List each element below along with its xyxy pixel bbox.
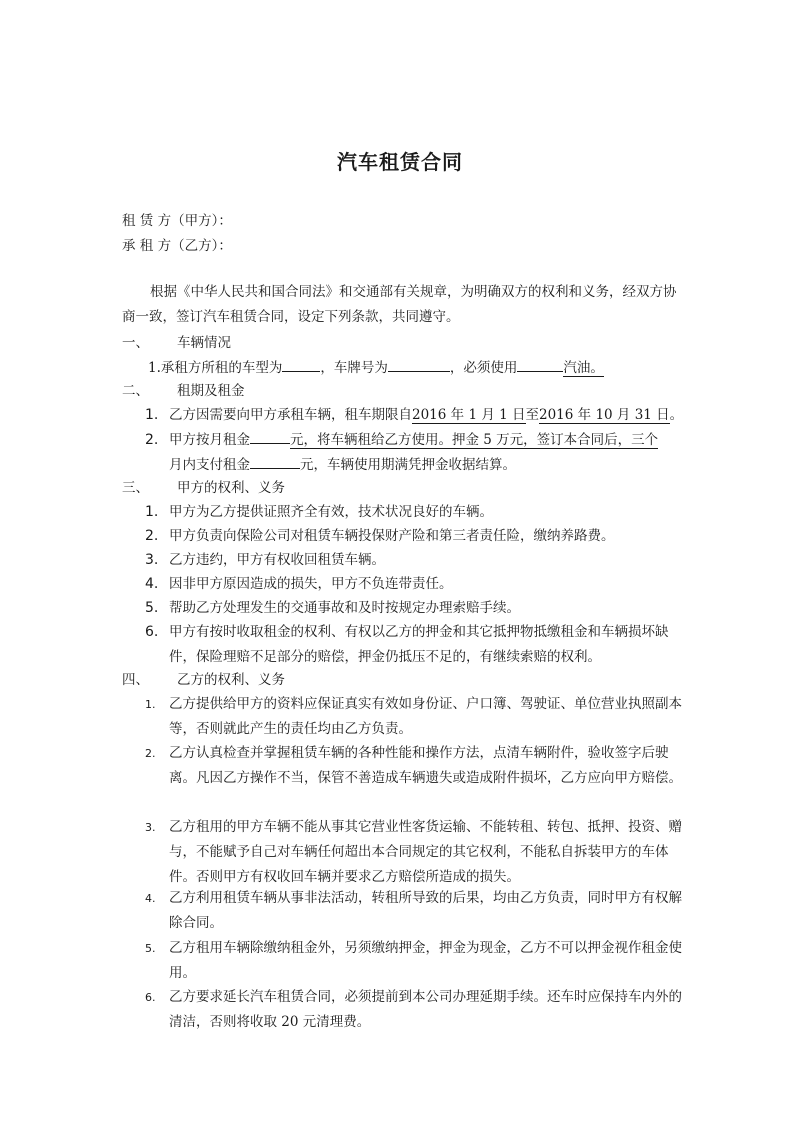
item-text: 甲方负责向保险公司对租赁车辆投保财产险和第三者责任险，缴纳养路费。 <box>169 528 615 544</box>
intro-paragraph: 根据《中华人民共和国合同法》和交通部有关规章，为明确双方的权利和义务，经双方协商一致，签订汽车租赁合同，设定下列条款，共同遵守。 <box>122 284 677 325</box>
item-number: 1. <box>145 698 156 711</box>
section-4-item-1 <box>145 692 685 742</box>
item-number: 5. <box>145 942 156 955</box>
blank-fuel-grade <box>517 357 563 372</box>
item-number: 4. <box>145 892 156 905</box>
section-title: 租期及租金 <box>177 383 245 399</box>
item-text: 元，将车辆租给乙方使用。押金 5 万元，签订本合同后，三个 <box>290 432 659 448</box>
section-number: 一、 <box>122 335 149 351</box>
item-text: 乙方提供给甲方的资料应保证真实有效如身份证、户口簿、驾驶证、单位营业执照副本等，否则就此产生的责任均由乙方负责。 <box>169 696 682 737</box>
item-text: 帮助乙方处理发生的交通事故和及时按规定办理索赔手续。 <box>169 600 520 616</box>
section-3-item-6 <box>145 620 685 670</box>
section-3-item-2 <box>145 524 685 549</box>
section-4-item-3 <box>145 815 685 890</box>
item-text: 元，车辆使用期满凭押金收据结算。 <box>300 457 516 473</box>
blank-plate-number <box>388 357 450 372</box>
item-text: 至 <box>525 407 539 423</box>
item-number: 3. <box>145 821 156 834</box>
item-number: 1. <box>145 407 159 423</box>
section-4-heading <box>122 670 285 690</box>
item-text: 乙方租用的甲方车辆不能从事其它营业性客货运输、不能转租、转包、抵押、投资、赠与，不能赋予自己对车辆任何超出本合同规定的其它权利，不能私自拆装甲方的车体件。否则甲方有权收回车辆并要求乙方赔偿所造成的损失。 <box>169 819 682 885</box>
fuel-text: 汽油。 <box>563 360 604 376</box>
section-4-item-2 <box>145 741 685 791</box>
section-3-item-5 <box>145 596 685 621</box>
item-text: 乙方租用车辆除缴纳租金外，另须缴纳押金，押金为现金，乙方不可以押金视作租金使用。 <box>169 940 682 981</box>
item-text: 甲方按月租金 <box>169 432 250 448</box>
section-4-item-4 <box>145 886 685 936</box>
item-text: 乙方利用租赁车辆从事非法活动，转租所导致的后果，均由乙方负责，同时甲方有权解除合同。 <box>169 890 682 931</box>
item-number: 6. <box>145 991 156 1004</box>
section-number: 二、 <box>122 383 149 399</box>
section-2-item-2 <box>145 428 685 478</box>
section-2-item-1 <box>145 403 685 428</box>
section-3-item-4 <box>145 572 685 597</box>
item-text: ，车牌号为 <box>320 360 388 376</box>
item-text: 乙方因需要向甲方承租车辆，租车期限自 <box>169 407 412 423</box>
party-b-label: 承 租 方（乙方）： <box>122 238 232 254</box>
item-number: 1. <box>148 360 161 376</box>
section-number: 四、 <box>122 672 149 688</box>
section-title: 甲方的权利、义务 <box>177 480 285 496</box>
section-3-heading <box>122 478 285 498</box>
item-text: 月内支付租金 <box>169 457 250 473</box>
lease-end-date: 2016 年 10 月 31 日 <box>539 407 670 423</box>
section-3-item-3 <box>145 548 685 573</box>
item-number: 1. <box>145 504 159 520</box>
section-title: 车辆情况 <box>177 335 231 351</box>
item-number: 4. <box>145 576 159 592</box>
item-number: 2. <box>145 747 156 760</box>
item-number: 6. <box>145 624 159 640</box>
section-3-item-1 <box>145 500 685 525</box>
section-title: 乙方的权利、义务 <box>177 672 285 688</box>
item-text: ，必须使用 <box>449 360 518 376</box>
section-4-item-6 <box>145 985 685 1035</box>
item-text: 乙方认真检查并掌握租赁车辆的各种性能和操作方法，点清车辆附件，验收签字后驶离。凡因乙方操作不当，保管不善造成车辆遗失或造成附件损坏，乙方应向甲方赔偿。 <box>169 745 682 786</box>
blank-rent-amount <box>250 454 300 469</box>
item-number: 2. <box>145 528 159 544</box>
item-text: 乙方违约，甲方有权收回租赁车辆。 <box>169 552 385 568</box>
section-1-item-1 <box>148 357 604 378</box>
item-number: 3. <box>145 552 159 568</box>
section-4-item-5 <box>145 936 685 986</box>
document-title: 汽车租赁合同 <box>337 150 463 174</box>
item-text: 。 <box>669 407 684 423</box>
item-text: 乙方要求延长汽车租赁合同，必须提前到本公司办理延期手续。还车时应保持车内外的清洁，否则将收取 20 元清理费。 <box>169 989 682 1030</box>
party-a-label: 租 赁 方（甲方）： <box>122 213 232 229</box>
blank-monthly-rent <box>250 429 290 444</box>
item-text: 承租方所租的车型为 <box>160 360 283 376</box>
item-number: 2. <box>145 432 159 448</box>
lease-start-date: 2016 年 1 月 1 日 <box>412 407 526 423</box>
blank-car-model <box>282 357 320 372</box>
item-text: 因非甲方原因造成的损失，甲方不负连带责任。 <box>169 576 453 592</box>
section-1-heading <box>122 333 231 353</box>
item-text: 甲方为乙方提供证照齐全有效，技术状况良好的车辆。 <box>169 504 493 520</box>
item-text: 甲方有按时收取租金的权利、有权以乙方的押金和其它抵押物抵缴租金和车辆损坏缺件，保险理赔不足部分的赔偿，押金仍抵压不足的，有继续索赔的权利。 <box>169 624 669 665</box>
section-2-heading <box>122 381 245 401</box>
section-number: 三、 <box>122 480 149 496</box>
item-number: 5. <box>145 600 159 616</box>
